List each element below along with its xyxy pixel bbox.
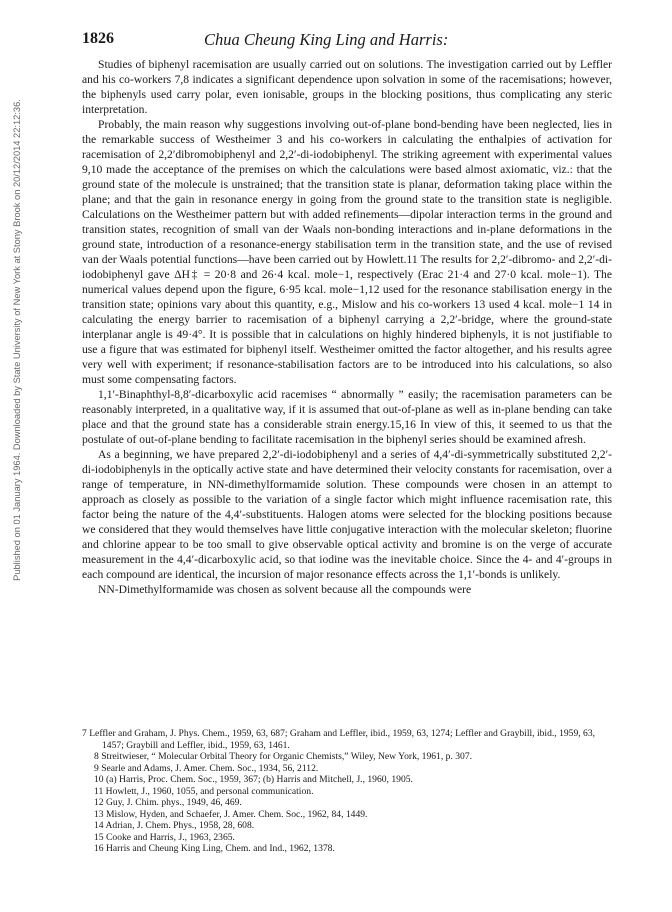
paragraph: 1,1′-Binaphthyl-8,8′-dicarboxylic acid racemises “ abnormally ” easily; the racemisation parameters can be reasonably interpreted, in a qualitative way, if it is assumed that out-of-plane as well as in-plane bending can take place and that the ground state has a considerable strain energy.15,16 In view of this, it seemed to us that the postulate of out-of-plane bending to facilitate racemisation in the biphenyl series should be examined afresh. xyxy=(82,388,612,446)
paragraph: NN-Dimethylformamide was chosen as solvent because all the compounds were xyxy=(98,583,472,596)
running-head: Chua Cheung King Ling and Harris: xyxy=(204,30,449,49)
footnote: 11 Howlett, J., 1960, 1055, and personal communication. xyxy=(94,785,314,797)
footnote: 15 Cooke and Harris, J., 1963, 2365. xyxy=(94,831,235,843)
footnote: 12 Guy, J. Chim. phys., 1949, 46, 469. xyxy=(94,797,242,808)
paragraph: Studies of biphenyl racemisation are usually carried out on solutions. The investigation carried out by Leffler and his co-workers 7,8 indicates a significant dependence upon solvation in some of the racemisations; however, the biphenyls used carry polar, even ionisable, groups in the blocking positions, thus complicating any steric interpretation. xyxy=(82,58,612,116)
download-watermark xyxy=(4,60,20,620)
footnote: 16 Harris and Cheung King Ling, Chem. and Ind., 1962, 1378. xyxy=(94,843,335,854)
paragraph: Probably, the main reason why suggestions involving out-of-plane bond-bending have been neglected, lies in the remarkable success of Westheimer 3 and his co-workers in calculating the enthalpies of activation for racemisation of 2,2′dibromobiphenyl and 2,2′-di-iodobiphenyl. The striking agreement with experimental values 9,10 made the acceptance of the premises on which the calculations were based almost axiomatic, viz.: that the ground state of the molecule is unstrained; that the transition state is planar, deformation taking place within the plane; and that the gain in resonance energy in going from the ground state to the transition state is negligible. Calculations on the Westheimer pattern but with added refinements—dipolar interaction terms in the ground and transition states, recognition of small van der Waals non-bonding interactions and in-plane deformations in the ground state, introduction of a resonance-energy stabilisation term in the transition state, and the use of revised van der Waals potential functions—have been carried out by Howlett.11 The results for 2,2′-dibromo- and 2,2′-di-iodobiphenyl gave ΔH‡ = 20·8 and 26·4 kcal. mole−1, respectively (Erac 21·4 and 27·0 kcal. mole−1). The numerical values depend upon the figure, 6·95 kcal. mole−1,12 used for the resonance stabilisation energy in the transition state; opinions vary about this quantity, e.g., Mislow and his co-workers 13 used 4 kcal. mole−1 14 in calculating the energy barrier to racemisation of a biphenyl carrying a 2,2′-bridge, where the ground-state interplanar angle is 49·4°. It is possible that in calculations on highly hindered biphenyls, it is not justifiable to use a figure that was estimated for biphenyl itself. Westheimer omitted the factor altogether, and his results agree very well with experiment; if resonance-stabilisation factors are to be introduced into his calculations, so also must some compensating factors. xyxy=(82,118,612,386)
footnote: 13 Mislow, Hyden, and Schaefer, J. Amer. Chem. Soc., 1962, 84, 1449. xyxy=(94,808,368,820)
page-header xyxy=(82,30,610,50)
footnote: 10 (a) Harris, Proc. Chem. Soc., 1959, 367; (b) Harris and Mitchell, J., 1960, 1905. xyxy=(94,774,413,785)
page-number: 1826 xyxy=(82,30,114,47)
footnote: 7 Leffler and Graham, J. Phys. Chem., 1959, 63, 687; Graham and Leffler, ibid., 1959, 63, 1274; Leffler and Graybill, ibid., 1959, 63, 1457; Graybill and Leffler, ibid., 1959, 63, 1461. xyxy=(82,728,596,751)
footnote: 8 Streitwieser, “ Molecular Orbital Theory for Organic Chemists,” Wiley, New York, 1961, p. 307. xyxy=(94,751,473,762)
download-watermark-text: Published on 01 January 1964. Downloaded by State University of New York at Stony Brook on 20/12/2014 22:12:36. xyxy=(12,99,22,581)
article-body xyxy=(82,57,612,597)
footnotes xyxy=(82,728,612,855)
paragraph: As a beginning, we have prepared 2,2′-di-iodobiphenyl and a series of 4,4′-di-symmetrically substituted 2,2′-di-iodobiphenyls in the optically active state and have determined their velocity constants for racemisation, over a range of temperature, in NN-dimethylformamide solution. These compounds were chosen in an attempt to approach as closely as possible to the variation of a single factor which might influence racemisation rate, this factor being the nature of the 4,4′-substituents. Halogen atoms were selected for the blocking positions because we considered that they would themselves have little conjugative interaction with the molecular skeleton; fluorine and chlorine appear to be too small to give observable optical activity and bromine is on the verge of accurate measurement in the 4,4′-dicarboxylic acid, so that iodine was the inevitable choice. Since the 4- and 4′-groups in each compound are identical, the incursion of major resonance effects across the 1,1′-bonds is unlikely. xyxy=(82,448,612,581)
footnote: 14 Adrian, J. Chem. Phys., 1958, 28, 608. xyxy=(94,820,255,831)
footnote: 9 Searle and Adams, J. Amer. Chem. Soc., 1934, 56, 2112. xyxy=(94,762,319,774)
